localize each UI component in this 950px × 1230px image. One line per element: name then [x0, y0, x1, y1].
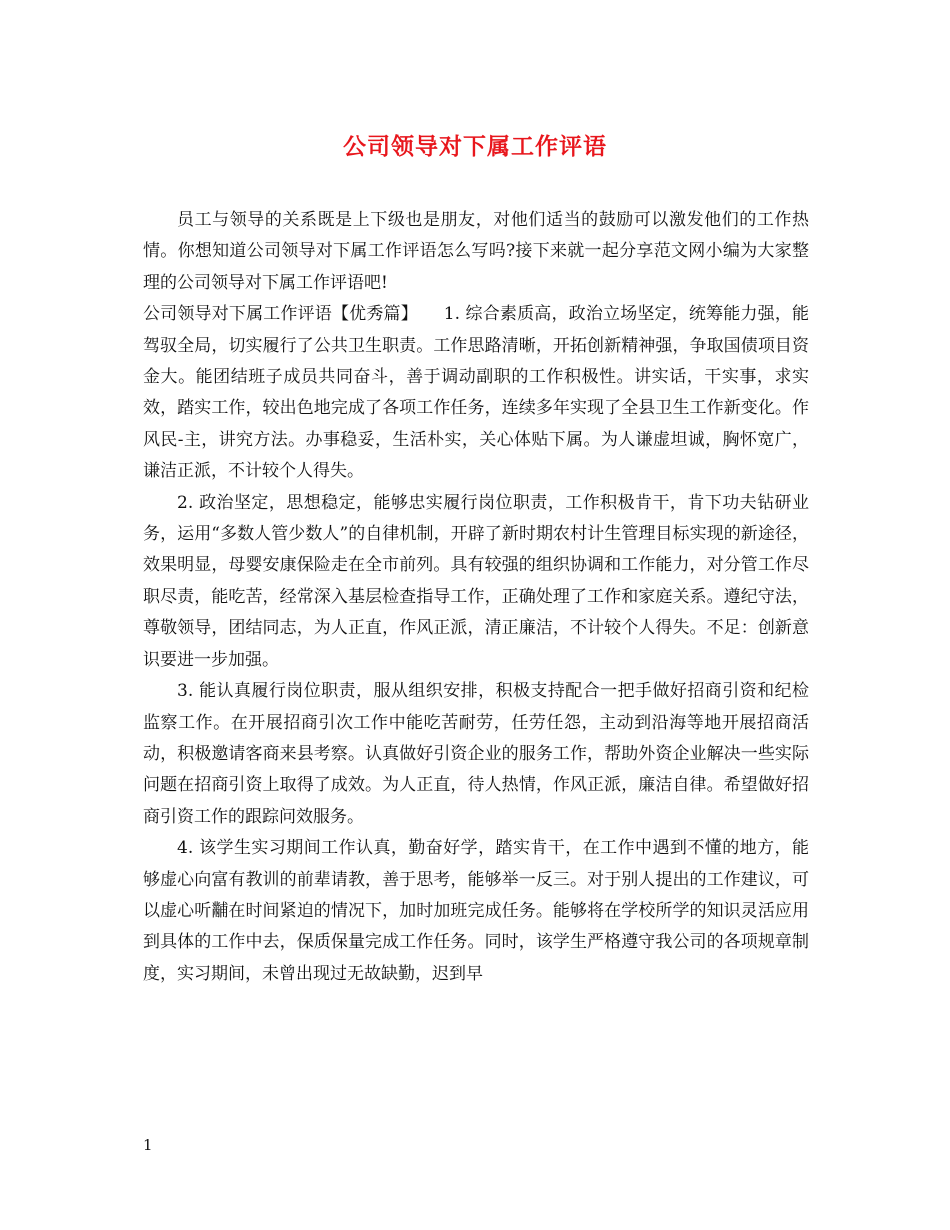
paragraph-section-2: 2. 政治坚定，思想稳定，能够忠实履行岗位职责，工作积极肯干，肯下功夫钻研业务，运用“多数人管少数人”的自律机制，开辟了新时期农村计生管理目标实现的新途径，效果明显，母婴安康保险走在全市前列。具有较强的组织协调和工作能力，对分管工作尽职尽责，能吃苦，经常深入基层检查指导工作，正确处理了工作和家庭关系。遵纪守法，尊敬领导，团结同志，为人正直，作风正派，清正廉洁，不计较个人得失。不足：创新意识要进一步加强。	[143, 492, 809, 670]
paragraph-section-3: 3. 能认真履行岗位职责，服从组织安排，积极支持配合一把手做好招商引资和纪检监察工作。在开展招商引次工作中能吃苦耐劳，任劳任怨，主动到沿海等地开展招商活动，积极邀请客商来县考察。认真做好引资企业的服务工作，帮助外资企业解决一些实际问题在招商引资上取得了成效。为人正直，待人热情，作风正派，廉洁自律。希望做好招商引资工作的跟踪问效服务。	[143, 681, 809, 827]
document-title: 公司领导对下属工作评语	[343, 133, 607, 160]
paragraph-section-4: 4. 该学生实习期间工作认真，勤奋好学，踏实肯干，在工作中遇到不懂的地方，能够虚心向富有教训的前辈请教，善于思考，能够举一反三。对于别人提出的工作建议，可以虚心听黼在时间紧迫的情况下，加时加班完成任务。能够将在学校所学的知识灵活应用到具体的工作中去，保质保量完成工作任务。同时，该学生严格遵守我公司的各项规章制度，实习期间，未曾出现过无故缺勤，迟到早	[143, 838, 809, 984]
paragraph-intro: 员工与领导的关系既是上下级也是朋友，对他们适当的鼓励可以激发他们的工作热情。你想知道公司领导对下属工作评语怎么写吗?接下来就一起分享范文网小编为大家整理的公司领导对下属工作评语吧!	[143, 210, 809, 293]
paragraph-section-1: 公司领导对下属工作评语【优秀篇】 1. 综合素质高，政治立场坚定，统筹能力强，能驾驭全局，切实履行了公共卫生职责。工作思路清晰，开拓创新精神强，争取国债项目资金大。能团结班子成员共同奋斗，善于调动副职的工作积极性。讲实话，干实事，求实效，踏实工作，较出色地完成了各项工作任务，连续多年实现了全县卫生工作新变化。作风民-主，讲究方法。办事稳妥，生活朴实，关心体贴下属。为人谦虚坦诚，胸怀宽广，谦洁正派，不计较个人得失。	[143, 304, 809, 482]
document-body	[143, 205, 809, 990]
page-number: 1	[143, 1136, 153, 1154]
